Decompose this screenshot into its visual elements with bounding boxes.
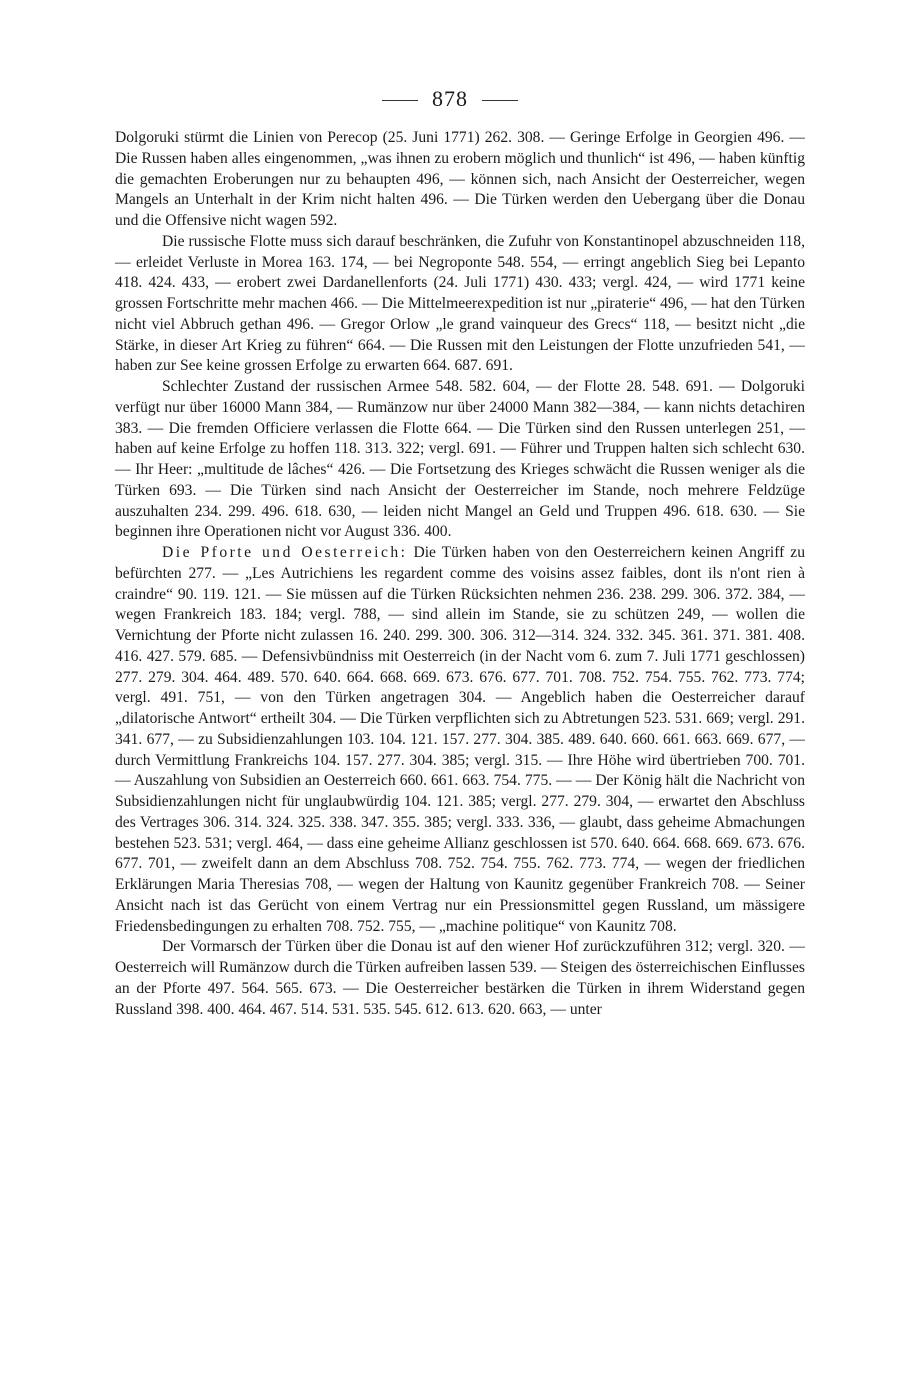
section-lead: Die Pforte und Oesterreich: xyxy=(162,544,408,561)
paragraph xyxy=(115,128,805,232)
paragraph xyxy=(115,937,805,1020)
paragraph-text: Schlechter Zustand der russischen Armee 548. 582. 604, — der Flotte 28. 548. 691. — Dolgoruki verfügt nur über 16000 Mann 384, — Rumänzow nur über 24000 Mann 382—384, — kann nichts detachiren 383. — Die fremden Officiere verlassen die Flotte 664. — Die Türken sind den Russen unterlegen 251, — haben auf keine Erfolge zu hoffen 118. 313. 322; vergl. 691. — Führer und Truppen halten sich schlecht 630. — Ihr Heer: „multitude de lâches“ 426. — Die Fortsetzung des Krieges schwächt die Russen weniger als die Türken 693. — Die Türken sind nach Ansicht der Oesterreicher im Stande, noch mehrere Feldzüge auszuhalten 234. 299. 496. 618. 630, — leiden nicht Mangel an Geld und Truppen 496. 618. 630. — Sie beginnen ihre Operationen nicht vor August 336. 400. xyxy=(115,378,805,541)
paragraph-text: Die Türken haben von den Oesterreichern keinen Angriff zu befürchten 277. — „Les Autrichiens les regardent comme des voisins assez faibles, dont ils n'ont rien à craindre“ 90. 119. 121. — Sie müssen auf die Türken Rücksichten nehmen 236. 238. 299. 306. 372. 384, — wegen Frankreich 183. 184; vergl. 788, — sind allein im Stande, sie zu schützen 249, — wollen die Vernichtung der Pforte nicht zulassen 16. 240. 299. 300. 306. 312—314. 324. 332. 345. 361. 371. 381. 408. 416. 427. 579. 685. — Defensivbündniss mit Oesterreich (in der Nacht vom 6. zum 7. Juli 1771 geschlossen) 277. 279. 304. 464. 489. 570. 640. 664. 668. 669. 673. 676. 677. 701. 708. 752. 754. 755. 762. 773. 774; vergl. 491. 751, — von den Türken angetragen 304. — Angeblich haben die Oesterreicher darauf „dilatorische Antwort“ ertheilt 304. — Die Türken verpflichten sich zu Abtretungen 523. 531. 669; vergl. 291. 341. 677, — zu Subsidienzahlungen 103. 104. 121. 157. 277. 304. 385. 489. 640. 660. 661. 663. 669. 677, — durch Vermittlung Frankreichs 104. 157. 277. 304. 385; vergl. 315. — Ihre Höhe wird übertrieben 700. 701. — Auszahlung von Subsidien an Oesterreich 660. 661. 663. 754. 775. — — Der König hält die Nachricht von Subsidienzahlungen nicht für unglaubwürdig 104. 121. 385; vergl. 277. 279. 304, — erwartet den Abschluss des Vertrages 306. 314. 324. 325. 338. 347. 355. 385; vergl. 333. 336, — glaubt, dass geheime Abmachungen bestehen 523. 531; vergl. 464, — dass eine geheime Allianz geschlossen ist 570. 640. 664. 668. 669. 673. 676. 677. 701, — zweifelt dann an dem Abschluss 708. 752. 754. 755. 762. 773. 774, — wegen der friedlichen Erklärungen Maria Theresias 708, — wegen der Haltung von Kaunitz gegenüber Frankreich 708. — Seiner Ansicht nach ist das Gerücht von einem Vertrag nur ein Pressionsmittel gegen Russland, um mässigere Friedensbedingungen zu erhalten 708. 752. 755, — „machine politique“ von Kaunitz 708. xyxy=(115,544,806,935)
index-text xyxy=(115,128,805,1020)
header-rule-right xyxy=(482,100,518,101)
paragraph xyxy=(115,377,805,543)
page-header xyxy=(0,86,900,112)
paragraph xyxy=(115,232,805,377)
paragraph xyxy=(115,543,805,937)
paragraph-text: Dolgoruki stürmt die Linien von Perecop (25. Juni 1771) 262. 308. — Geringe Erfolge in Georgien 496. — Die Russen haben alles eingenommen, „was ihnen zu erobern möglich und thunlich“ ist 496, — haben künftig die gemachten Eroberungen nur zu behaupten 496, — können sich, nach Ansicht der Oesterreicher, wegen Mangels an Unterhalt in der Krim nicht halten 496. — Die Türken werden den Uebergang über die Donau und die Offensive nicht wagen 592. xyxy=(115,129,805,229)
paragraph-text: Der Vormarsch der Türken über die Donau ist auf den wiener Hof zurückzuführen 312; vergl. 320. — Oesterreich will Rumänzow durch die Türken aufreiben lassen 539. — Steigen des österreichischen Einflusses an der Pforte 497. 564. 565. 673. — Die Oesterreicher bestärken die Türken in ihrem Widerstand gegen Russland 398. 400. 464. 467. 514. 531. 535. 545. 612. 613. 620. 663, — unter xyxy=(115,938,805,1018)
paragraph-text: Die russische Flotte muss sich darauf beschränken, die Zufuhr von Konstantinopel abzuschneiden 118, — erleidet Verluste in Morea 163. 174, — bei Negroponte 548. 554, — erringt angeblich Sieg bei Lepanto 418. 424. 433, — erobert zwei Dardanellenforts (24. Juli 1771) 430. 433; vergl. 424, — wird 1771 keine grossen Fortschritte mehr machen 466. — Die Mittelmeerexpedition ist nur „piraterie“ 496, — hat den Türken nicht viel Abbruch gethan 496. — Gregor Orlow „le grand vainqueur des Grecs“ 118, — besitzt nicht „die Stärke, in dieser Art Krieg zu führen“ 664. — Die Russen mit den Leistungen der Flotte unzufrieden 541, — haben zur See keine grossen Erfolge zu erwarten 664. 687. 691. xyxy=(115,232,805,375)
page-number: 878 xyxy=(432,86,468,111)
header-rule-left xyxy=(382,100,418,101)
